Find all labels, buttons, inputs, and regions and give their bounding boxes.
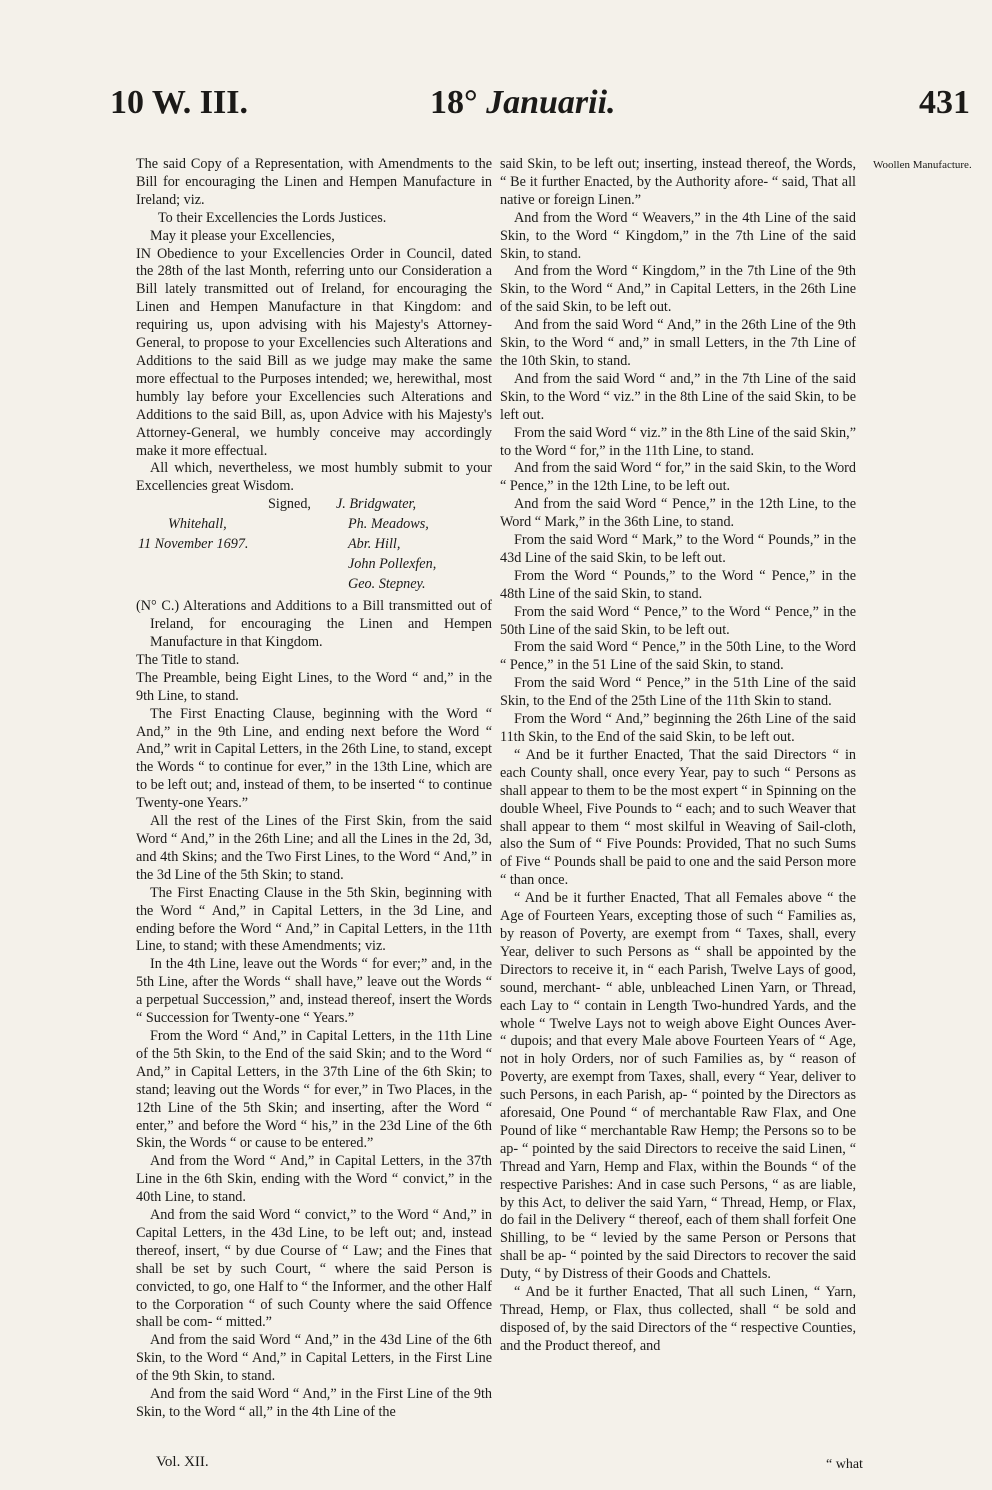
paragraph: And from the said Word “ And,” in the 43d Line of the 6th Skin, to the Word “ And,” in Capital Letters, in the First Line of the 9th Skin, to stand. [136,1332,492,1385]
date-month: Januarii. [486,84,616,121]
date-day: 18° [430,84,487,121]
paragraph: And from the said Word “ convict,” to the Word “ And,” in Capital Letters, in the 43d Line, to be left out; and, instead thereof, insert, “ by due Course of “ Law; and the Fines that shall be set by such Court, “ where the said Person is convicted, to go, one Half to “ the Informer, and the other Half to the Corporation “ of such County where the said Offence shall be com- “ mitted.” [136,1207,492,1331]
paragraph: said Skin, to be left out; inserting, instead thereof, the Words, “ Be it further Enacted, by the Authority afore- “ said, That all native or foreign Linen.” [500,156,856,208]
catchword: “ what [826,1457,863,1472]
paragraph: The First Enacting Clause in the 5th Skin, beginning with the Word “ And,” in Capital Letters, in the 3d Line, and ending before the Word “ And,” in Capital Letters, in the 11th Line, to stand; with these Amendments; viz. [136,884,492,955]
paragraph: From the said Word “ Mark,” to the Word “ Pounds,” in the 43d Line of the said Skin, to be left out. [500,532,856,566]
signatory: John Pollexfen, [348,556,437,573]
quoted-clause: “ And be it further Enacted, That the said Directors “ in each County shall, once every Year, pay to such “ Persons as shall appear to them to be the most expert “ in Spinning on the double Wheel, Five Pounds to “ each; and to such Weaver that shall appear to them “ most skilful in Weaving of Sail-cloth, also the Sum of “ Five Pounds: Provided, That no such Sums of Five “ Pounds shall be paid to one and the said Person more “ than once. [500,746,856,889]
signature-date: 11 November 1697. [138,536,249,553]
quoted-clause: “ And be it further Enacted, That all Females above “ the Age of Fourteen Years, excepting those of such “ Families as, by reason of Poverty, are exempt from “ Taxes, shall, every Year, deliver to such Persons as “ shall be appointed by the Directors to receive it, in “ each Parish, Twelve Lays of good, sound, merchant- “ able, unbleached Linen Yarn, or Thread, each Lay to “ contain in Length Two-hundred Yards, and the whole “ Twelve Lays not to weigh above Eight Ounces Aver- “ dupois; and that every Male above Fourteen Years of “ Age, not in holy Orders, nor of such Families as, by “ reason of Poverty, are exempt from Taxes, shall, every “ Year, deliver to such Persons, in each Parish, ap- “ pointed by the Directors as aforesaid, One Pound “ of merchantable Raw Flax, and One Pound of like “ merchantable Raw Hemp; the Persons so to be ap- “ pointed by the said Directors to receive the said Linen, “ Thread and Yarn, Hemp and Flax, within the Bounds “ of the respective Parishes: And in case such Persons, “ as are liable, by this Act, to deliver the said Yarn, “ Thread, Hemp, or Flax, do fail in the Delivery “ thereof, each of them shall forfeit One Shilling, to be “ levied by the same Person or Persons that shall be ap- “ pointed by the said Directors to recover the said Duty, “ by Distress of their Goods and Chattels. [500,890,856,1283]
signatory: Abr. Hill, [348,536,401,553]
paragraph: And from the Word “ And,” in Capital Letters, in the 37th Line in the 6th Skin, ending with the Word “ convict,” in the 40th Line, to stand. [136,1153,492,1206]
paragraph: From the Word “ And,” in Capital Letters, in the 11th Line of the 5th Skin, to the End of the said Skin; and to the Word “ And,” in Capital Letters, in the 37th Line of the 6th Skin; to stand; leaving out the Words “ for ever,” in Two Places, in the 12th Line of the 5th Skin; and inserting, after the Word “ enter,” and before the Word “ his,” in the 23d Line of the 6th Skin, the Words “ or cause to be entered.” [136,1027,492,1152]
paragraph: From the said Word “ Pence,” in the 51th Line of the said Skin, to the End of the 25th Line of the 11th Skin to stand. [500,675,856,710]
signed-label: Signed, [268,496,311,513]
signature-place: Whitehall, [168,516,227,533]
signature-block [136,496,492,638]
paragraph: From the said Word “ Pence,” to the Word “ Pence,” in the 50th Line of the said Skin, to be left out. [500,603,856,638]
paragraph: All which, nevertheless, we most humbly submit to your Excellencies great Wisdom. [136,460,492,495]
regnal-year: 10 W. III. [110,84,248,121]
paragraph: From the said Word “ viz.” in the 8th Line of the said Skin,” to the Word “ for,” in the 11th Line, to stand. [500,424,856,459]
signatory: Geo. Stepney. [348,576,426,593]
page-header [110,84,970,130]
paragraph: The Title to stand. [136,651,240,668]
margin-note: Woollen Manufacture. [873,159,972,171]
paragraph: And from the said Word “ And,” in the First Line of the 9th Skin, to the Word “ all,” in the 4th Line of the [136,1386,492,1420]
volume-signature: Vol. XII. [156,1454,209,1470]
page-date [430,84,616,122]
left-column [136,156,492,1422]
paragraph: And from the said Word “ for,” in the said Skin, to the Word “ Pence,” in the 12th Line, to be left out. [500,460,856,495]
paragraph: And from the Word “ Kingdom,” in the 7th Line of the 9th Skin, to the Word “ And,” in Capital Letters, in the 26th Line of the said Skin, to be left out. [500,263,856,316]
paragraph: And from the said Word “ and,” in the 7th Line of the said Skin, to the Word “ viz.” in the 8th Line of the said Skin, to be left out. [500,370,856,423]
paragraph: The said Copy of a Representation, with Amendments to the Bill for encouraging the Linen and Hempen Manufacture in Ireland; viz. [136,156,492,208]
paragraph: From the Word “ And,” beginning the 26th Line of the said 11th Skin, to the End of the said Skin, to be left out. [500,711,856,745]
paragraph: IN Obedience to your Excellencies Order in Council, dated the 28th of the last Month, referring unto our Consideration a Bill lately transmitted out of Ireland, for encouraging the Linen and Hempen Manufacture in that Kingdom: and requiring us, upon advising with his Majesty's Attorney-General, to propose to your Excellencies such Alterations and Additions to the said Bill as we judge may make the same more effectual to the Purposes intended; we, herewithal, most humbly lay before your Excellencies such Alterations and Additions to the said Bill, as, upon Advice with his Majesty's Attorney-General, we humbly conceive may accordingly make it more effectual. [136,245,492,459]
paragraph: From the Word “ Pounds,” to the Word “ Pence,” in the 48th Line of the said Skin, to stand. [500,567,856,602]
paragraph: And from the said Word “ Pence,” in the 12th Line, to the Word “ Mark,” in the 36th Line, to stand. [500,496,856,531]
paragraph: From the said Word “ Pence,” in the 50th Line, to the Word “ Pence,” in the 51 Line of the said Skin, to stand. [500,639,856,674]
paragraph: The Preamble, being Eight Lines, to the Word “ and,” in the 9th Line, to stand. [136,669,492,704]
paragraph: The First Enacting Clause, beginning with the Word “ And,” in the 9th Line, and ending next before the Word “ And,” writ in Capital Letters, in the 26th Line, to stand, except the Words “ to continue for ever,” in the 13th Line, which are to be left out; and, instead of them, to be inserted “ to continue Twenty-one Years.” [136,705,492,812]
paragraph: In the 4th Line, leave out the Words “ for ever;” and, in the 5th Line, after the Words “ shall have,” leave out the Words “ a perpetual Succession,” and, instead thereof, insert the Words “ Succession for Twenty-one “ Years.” [136,956,492,1027]
paragraph: And from the Word “ Weavers,” in the 4th Line of the said Skin, to the Word “ Kingdom,” in the 7th Line of the said Skin, to stand. [500,209,856,262]
signatory: J. Bridgwater, [336,496,416,513]
page-number: 431 [919,84,970,121]
signatory: Ph. Meadows, [348,516,429,533]
address-heading: To their Excellencies the Lords Justices. [158,209,387,226]
quoted-clause: “ And be it further Enacted, That all such Linen, “ Yarn, Thread, Hemp, or Flax, thus collected, shall “ be sold and disposed of, by the said Directors of the “ respective Counties, and the Product thereof, and [500,1284,856,1354]
paragraph: And from the said Word “ And,” in the 26th Line of the 9th Skin, to the Word “ and,” in small Letters, in the 7th Line of the 10th Skin, to stand. [500,317,856,369]
right-column [500,156,856,1356]
salutation: May it please your Excellencies, [150,227,335,244]
paragraph: All the rest of the Lines of the First Skin, from the said Word “ And,” in the 26th Line; and all the Lines in the 2d, 3d, and 4th Skins; and the Two First Lines, to the Word “ And,” in the 3d Line of the 5th Skin; to stand. [136,813,492,883]
section-heading: (N° C.) Alterations and Additions to a Bill transmitted out of Ireland, for encouraging the Linen and Hempen Manufacture in that Kingdom. [136,598,492,651]
